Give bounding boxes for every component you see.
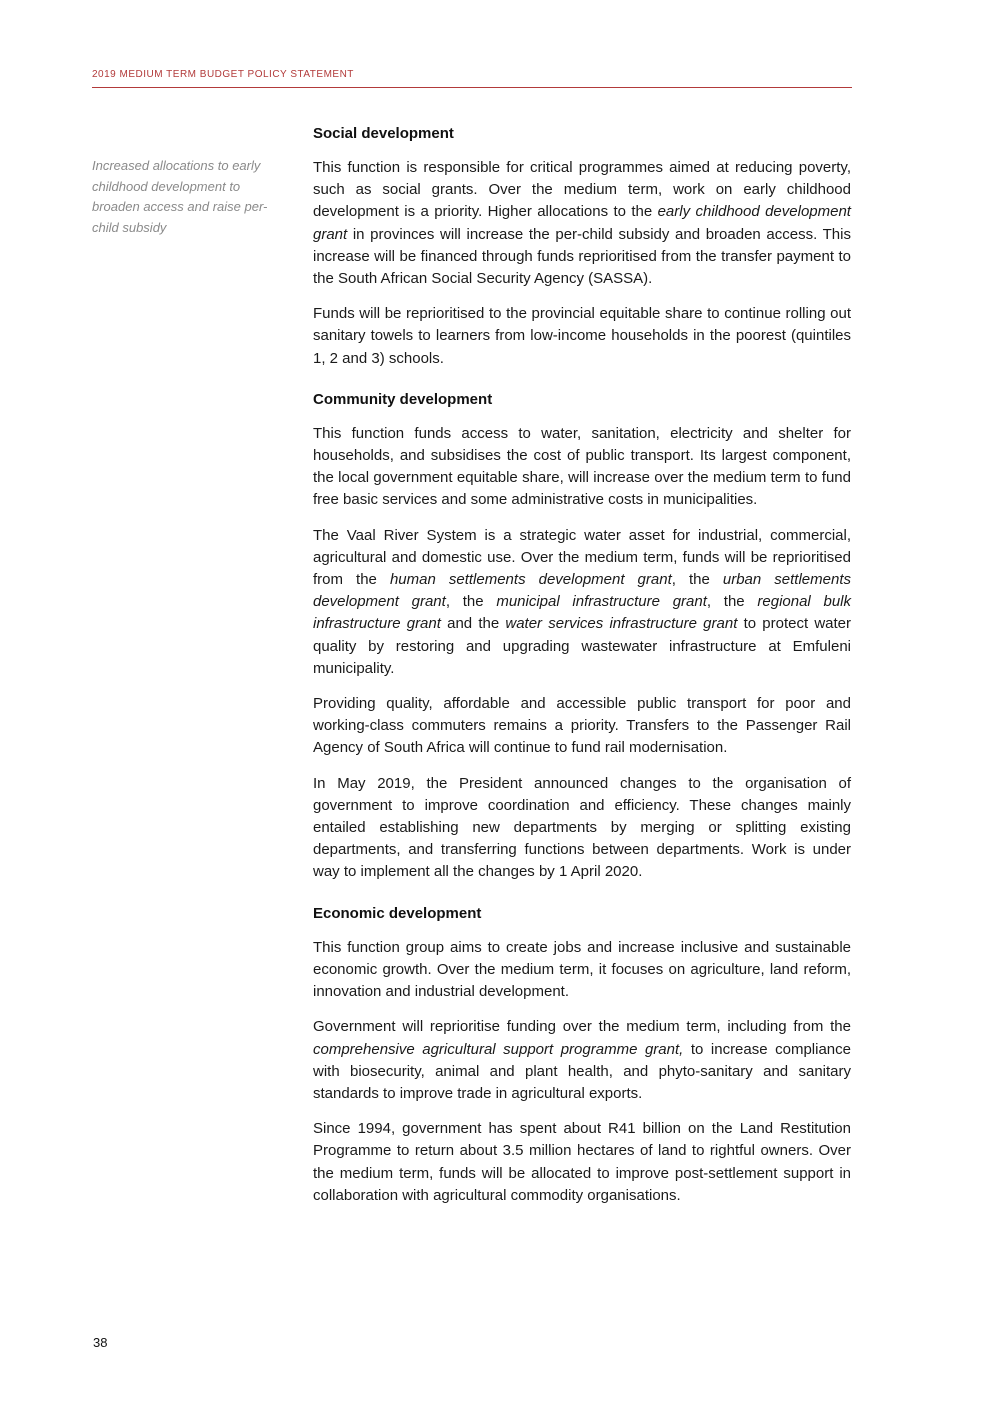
text-run: and the: [440, 615, 506, 633]
body-paragraph: [313, 303, 851, 370]
section: [313, 124, 851, 370]
text-run: In May 2019, the President announced changes to the organisation of government to improve coordination and efficiency. These changes mainly entailed establishing new departments by merging or splitting existing departments, and transferring functions between departments. Work is under way to implement all the changes by 1 April 2020.: [313, 774, 851, 881]
text-run: The Vaal River System is a strategic water asset for industrial, commercial, agricultural and domestic use. Over the medium term, funds will be reprioritised from the: [313, 526, 851, 589]
text-run: to protect water quality by restoring and upgrading wastewater infrastructure at Emfuleni municipality.: [313, 615, 851, 677]
text-run: in provinces will increase the per-child subsidy and broaden access. This increase will be financed through funds reprioritised from the transfer payment to the South African Social Security Agency (SASSA).: [313, 225, 851, 288]
text-run: , the: [671, 571, 723, 589]
body-paragraph: [313, 773, 851, 884]
text-run: Government will reprioritise funding over the medium term, including from the: [313, 1018, 851, 1036]
italic-term: urban settlements development grant: [313, 571, 851, 611]
margin-note: Increased allocations to early childhood development to broaden access and raise per-child subsidy: [92, 158, 268, 235]
text-run: to increase compliance with biosecurity, animal and plant health, and phyto-sanitary and sanitary standards to improve trade in agricultural exports.: [313, 1040, 851, 1102]
text-run: , the: [706, 593, 758, 611]
body-paragraph: [313, 1118, 851, 1207]
section-heading: Community development: [313, 390, 493, 408]
section-heading: Economic development: [313, 904, 482, 922]
text-run: This function is responsible for critical programmes aimed at reducing poverty, such as social grants. Over the medium term, work on early childhood development is a priority. Higher allocations to the: [313, 159, 851, 221]
section: [313, 904, 851, 1207]
italic-term: early childhood development grant: [313, 203, 851, 243]
text-run: Providing quality, affordable and accessible public transport for poor and working-class commuters remains a priority. Transfers to the Passenger Rail Agency of South Africa will continue to fund rail modernisation.: [313, 695, 851, 757]
italic-term: municipal infrastructure grant: [496, 593, 707, 611]
italic-term: human settlements development grant: [389, 571, 672, 589]
body-paragraph: [313, 423, 851, 512]
text-run: Since 1994, government has spent about R41 billion on the Land Restitution Programme to return about 3.5 million hectares of land to rightful owners. Over the medium term, funds will be allocated to improve post-settlement support in collaboration with agricultural commodity organisations.: [313, 1120, 851, 1204]
italic-term: water services infrastructure grant: [505, 615, 738, 633]
page-number: 38: [93, 1335, 108, 1350]
text-run: This function group aims to create jobs and increase inclusive and sustainable economic growth. Over the medium term, it focuses on agriculture, land reform, innovation and industrial development.: [313, 938, 851, 1001]
body-paragraph: [313, 525, 851, 680]
header-rule: [92, 87, 852, 88]
body-paragraph: [313, 157, 851, 290]
text-run: This function funds access to water, sanitation, electricity and shelter for households, and subsidises the cost of public transport. Its largest component, the local government equitable share, will increase over the medium term to fund free basic services and some administrative costs in municipalities.: [313, 424, 851, 509]
section: [313, 390, 851, 884]
body-paragraph: [313, 1016, 851, 1105]
italic-term: regional bulk infrastructure grant: [313, 593, 852, 633]
main-content: [313, 124, 851, 1220]
body-paragraph: [313, 693, 851, 760]
italic-term: comprehensive agricultural support programme grant,: [313, 1040, 684, 1058]
running-header: 2019 MEDIUM TERM BUDGET POLICY STATEMENT: [92, 69, 354, 80]
body-paragraph: [313, 937, 851, 1004]
section-heading: Social development: [313, 125, 454, 142]
text-run: , the: [445, 593, 497, 611]
text-run: Funds will be reprioritised to the provincial equitable share to continue rolling out sanitary towels to learners from low-income households in the poorest (quintiles 1, 2 and 3) schools.: [313, 305, 851, 367]
